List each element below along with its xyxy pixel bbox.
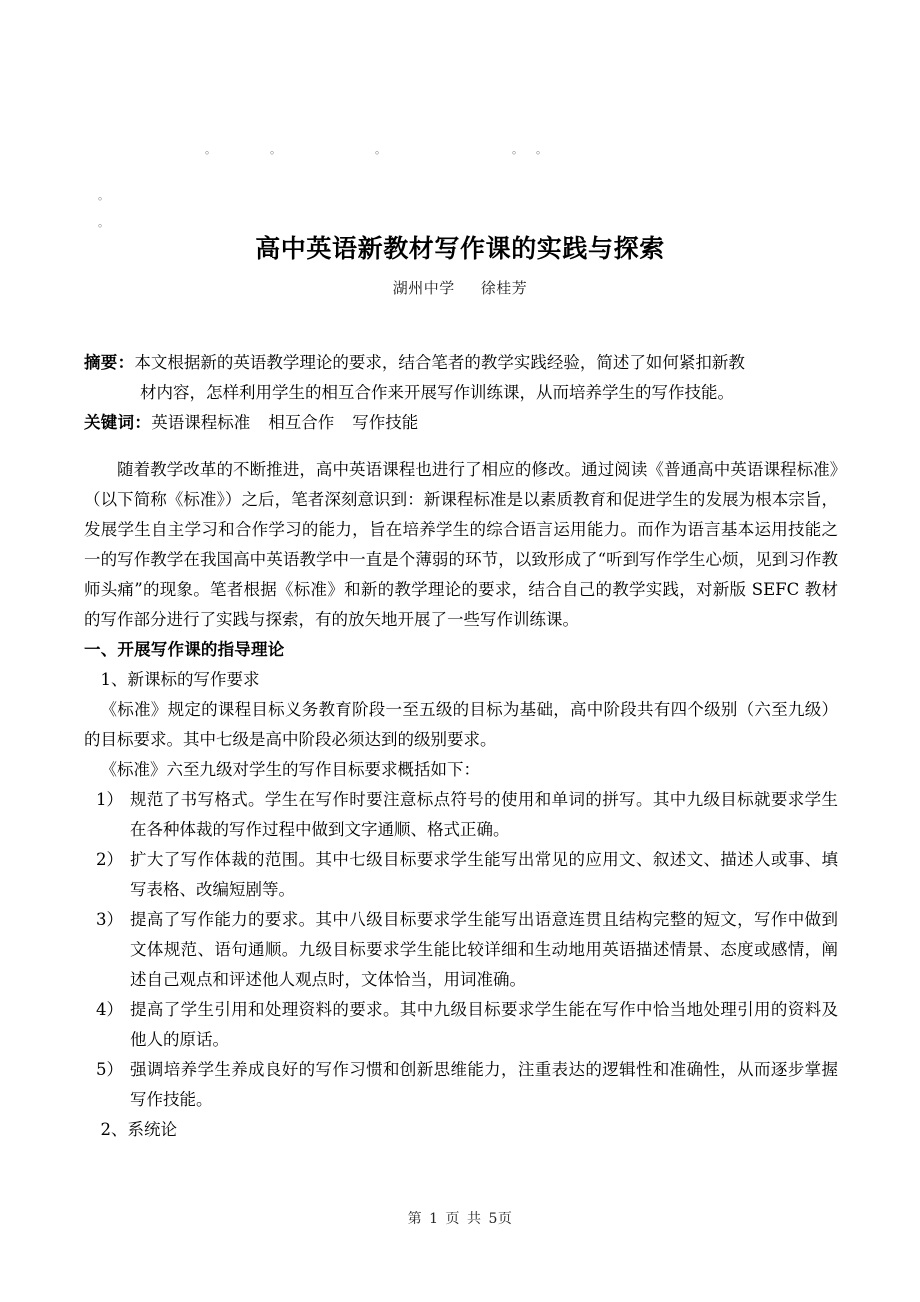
list-lead-in: 《标准》六至九级对学生的写作目标要求概括如下： — [100, 760, 480, 779]
subsection-paragraph-1: 《标准》规定的课程目标义务教育阶段一至五级的目标为基础，高中阶段共有四个级别（六至九级）的目标要求。其中七级是高中阶段必须达到的级别要求。 — [84, 700, 838, 749]
abstract-line-1 — [84, 348, 838, 378]
list-item — [84, 905, 838, 995]
stray-mark: 。 — [98, 216, 109, 229]
keyword-item: 写作技能 — [352, 413, 419, 432]
list-item-marker: 5） — [96, 1060, 123, 1079]
list-item — [84, 785, 838, 845]
page-footer — [0, 1208, 920, 1228]
list-item-text: 强调培养学生养成良好的写作习惯和创新思维能力，注重表达的逻辑性和准确性，从而逐步掌握写作技能。 — [130, 1060, 838, 1109]
stray-mark: 。 — [270, 143, 281, 156]
writing-goals-list — [84, 785, 838, 1115]
list-item-text: 提高了写作能力的要求。其中八级目标要求学生能写出语意连贯且结构完整的短文，写作中做到文体规范、语句通顺。九级目标要求学生能比较详细和生动地用英语描述情景、态度或感情，阐述自己观点和评述他人观点时，文体恰当，用词准确。 — [130, 910, 838, 989]
abstract-text-2: 材内容，怎样利用学生的相互合作来开展写作训练课，从而培养学生的写作技能。 — [140, 383, 734, 402]
list-item — [84, 1055, 838, 1115]
intro-paragraph: 随着教学改革的不断推进，高中英语课程也进行了相应的修改。通过阅读《普通高中英语课程标准》（以下简称《标准》）之后，笔者深刻意识到：新课程标准是以素质教育和促进学生的发展为根本宗旨，发展学生自主学习和合作学习的能力，旨在培养学生的综合语言运用能力。而作为语言基本运用技能之一的写作教学在我国高中英语教学中一直是个薄弱的环节，以致形成了“听到写作学生心烦，见到习作教师头痛”的现象。笔者根据《标准》和新的教学理论的要求，结合自己的教学实践，对新版 SEFC 教材的写作部分进行了实践与探索，有的放矢地开展了一些写作训练课。 — [84, 460, 838, 629]
stray-mark: 。 — [536, 143, 547, 156]
footer-unit-2: 页 — [497, 1211, 513, 1227]
list-item-marker: 4） — [96, 1000, 123, 1019]
list-item-marker: 2） — [96, 850, 123, 869]
list-item-text: 提高了学生引用和处理资料的要求。其中九级目标要求学生能在写作中恰当地处理引用的资料及他人的原话。 — [130, 1000, 838, 1049]
list-item-text: 扩大了写作体裁的范围。其中七级目标要求学生能写出常见的应用文、叙述文、描述人或事、填写表格、改编短剧等。 — [130, 850, 838, 899]
keyword-item: 英语课程标准 — [151, 413, 251, 432]
stray-mark: 。 — [205, 143, 216, 156]
abstract-line-2 — [84, 378, 838, 408]
list-item-text: 规范了书写格式。学生在写作时要注意标点符号的使用和单词的拼写。其中九级目标就要求学生在各种体裁的写作过程中做到文字通顺、格式正确。 — [130, 790, 838, 839]
byline-author: 徐桂芳 — [480, 278, 528, 297]
footer-unit-1: 页 — [445, 1211, 460, 1227]
subsection-heading-1: 1、新课标的写作要求 — [100, 670, 260, 689]
list-item — [84, 995, 838, 1055]
abstract-section — [84, 348, 838, 438]
keywords-label: 关键词： — [84, 413, 152, 432]
footer-total-pages: 5 — [488, 1211, 498, 1227]
stray-mark: 。 — [98, 189, 109, 202]
body-content — [84, 455, 838, 1145]
stray-mark: 。 — [512, 143, 523, 156]
footer-conjunction: 共 — [467, 1211, 482, 1227]
footer-page-number: 1 — [429, 1211, 439, 1227]
list-item-marker: 3） — [96, 910, 123, 929]
keywords-line — [84, 408, 838, 438]
list-item-marker: 1） — [96, 790, 123, 809]
abstract-text-1: 本文根据新的英语教学理论的要求，结合笔者的教学实践经验，简述了如何紧扣新教 — [134, 353, 745, 372]
list-item — [84, 845, 838, 905]
byline-affiliation: 湖州中学 — [392, 278, 455, 297]
section-heading-1: 一、开展写作课的指导理论 — [84, 640, 285, 659]
byline — [0, 277, 920, 298]
abstract-label: 摘要： — [84, 353, 135, 372]
page-title: 高中英语新教材写作课的实践与探索 — [255, 234, 665, 263]
subsection-heading-2: 2、系统论 — [100, 1120, 177, 1139]
footer-prefix: 第 — [407, 1211, 423, 1227]
keyword-item: 相互合作 — [268, 413, 335, 432]
stray-mark: 。 — [375, 143, 386, 156]
title-block — [0, 234, 920, 298]
